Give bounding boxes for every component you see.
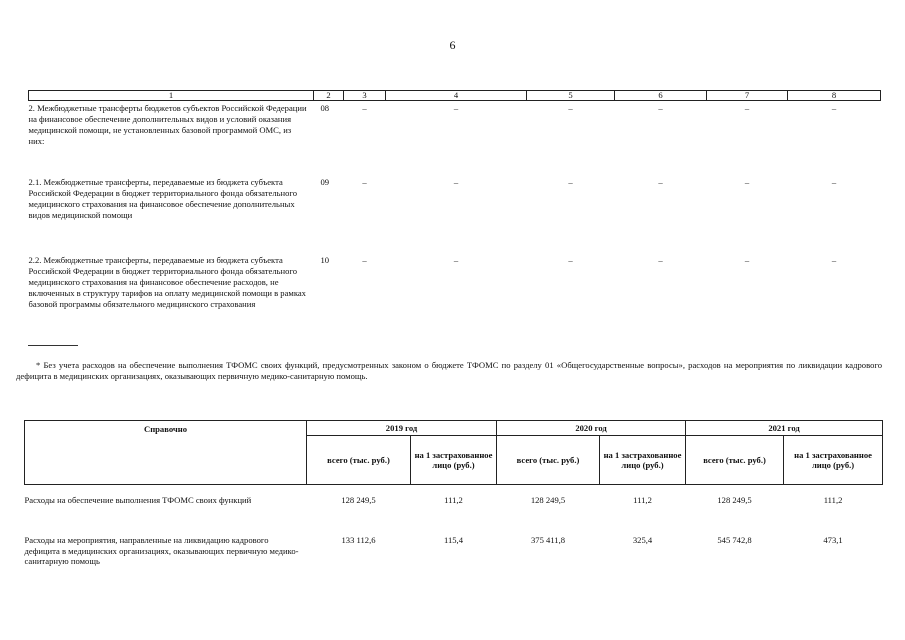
cell-value: – [362, 177, 367, 187]
column-number: 5 [527, 91, 615, 101]
cell-value: 545 742,8 [717, 535, 752, 545]
cell-value: 115,4 [443, 535, 464, 545]
cell-value: 128 249,5 [530, 495, 566, 505]
cell-value: – [744, 177, 750, 187]
cell-value: 128 249,5 [341, 495, 376, 505]
year-header: 2021 год [686, 421, 883, 436]
cell-value: – [831, 177, 837, 187]
row-label: Расходы на мероприятия, направленные на ликвидацию кадрового дефицита в медицинских организациях, оказывающих первичную медико-санитарную помощь [24, 535, 299, 566]
row-label: 2.2. Межбюджетные трансферты, передаваемые из бюджета субъекта Российской Федерации в бюджет территориального фонда обязательного медицинского страхования на финансовое обеспечение расходов, не включенных в структуру тарифов на оплату медицинской помощи в рамках базовой программы обязательного медицинского страхования [28, 255, 306, 309]
row-code: 08 [320, 103, 330, 113]
column-number: 4 [386, 91, 527, 101]
transfers-table [28, 90, 881, 339]
cell-value: 111,2 [444, 495, 463, 505]
cell-value: 473,1 [823, 535, 843, 545]
subheader-per-insured: на 1 застрахованное лицо (руб.) [600, 436, 686, 485]
subheader-total: всего (тыс. руб.) [307, 436, 411, 485]
cell-value: – [831, 103, 837, 113]
column-number: 7 [707, 91, 788, 101]
row-label: 2. Межбюджетные трансферты бюджетов субъектов Российской Федерации на финансовое обеспечение дополнительных видов и условий оказания медицинской помощи, не установленных базовой программой ОМС, из них: [28, 103, 307, 146]
subheader-per-insured: на 1 застрахованное лицо (руб.) [784, 436, 883, 485]
cell-value: 375 411,8 [530, 535, 566, 545]
column-number: 8 [788, 91, 881, 101]
column-number: 3 [344, 91, 386, 101]
subheader-total: всего (тыс. руб.) [497, 436, 600, 485]
table-row [29, 253, 881, 339]
subheader-total: всего (тыс. руб.) [686, 436, 784, 485]
cell-value: – [658, 255, 663, 265]
cell-value: 111,2 [823, 495, 843, 505]
cell-value: – [568, 255, 573, 265]
cell-value: 325,4 [632, 535, 653, 545]
row-code: 10 [320, 255, 330, 265]
cell-value: – [362, 103, 367, 113]
reference-header: Справочно [25, 421, 307, 485]
cell-value: – [453, 103, 459, 113]
cell-value: – [831, 255, 837, 265]
cell-value: – [362, 255, 367, 265]
cell-value: – [453, 255, 459, 265]
footnote: * Без учета расходов на обеспечение выполнения ТФОМС своих функций, предусмотренных законом о бюджете ТФОМС по разделу 01 «Общегосударственные вопросы», расходов на мероприятия по ликвидации кадрового дефицита в медицинских организациях, оказывающих первичную медико-санитарную помощь. [16, 360, 882, 381]
footnote-divider [28, 345, 78, 346]
column-number: 6 [615, 91, 707, 101]
cell-value: – [658, 103, 663, 113]
subheader-per-insured: на 1 застрахованное лицо (руб.) [411, 436, 497, 485]
cell-value: – [744, 255, 750, 265]
column-number: 2 [314, 91, 344, 101]
row-label: 2.1. Межбюджетные трансферты, передаваемые из бюджета субъекта Российской Федерации в бюджет территориального фонда обязательного медицинского страхования на финансовое обеспечение дополнительных видов медицинской помощи [28, 177, 298, 220]
table-row [29, 175, 881, 253]
table-row [25, 531, 883, 585]
cell-value: – [453, 177, 459, 187]
table-row [25, 485, 883, 532]
column-number: 1 [29, 91, 314, 101]
reference-table [24, 420, 883, 585]
cell-value: 133 112,6 [341, 535, 376, 545]
cell-value: – [744, 103, 750, 113]
table-row [29, 101, 881, 176]
row-code: 09 [320, 177, 330, 187]
cell-value: – [658, 177, 663, 187]
table-header-row [29, 91, 881, 101]
cell-value: – [568, 103, 573, 113]
row-label: Расходы на обеспечение выполнения ТФОМС своих функций [24, 495, 252, 505]
cell-value: – [568, 177, 573, 187]
year-header: 2020 год [497, 421, 686, 436]
page-number: 6 [449, 38, 456, 52]
table-header-row [25, 421, 883, 436]
cell-value: 128 249,5 [717, 495, 752, 505]
year-header: 2019 год [307, 421, 497, 436]
cell-value: 111,2 [633, 495, 652, 505]
